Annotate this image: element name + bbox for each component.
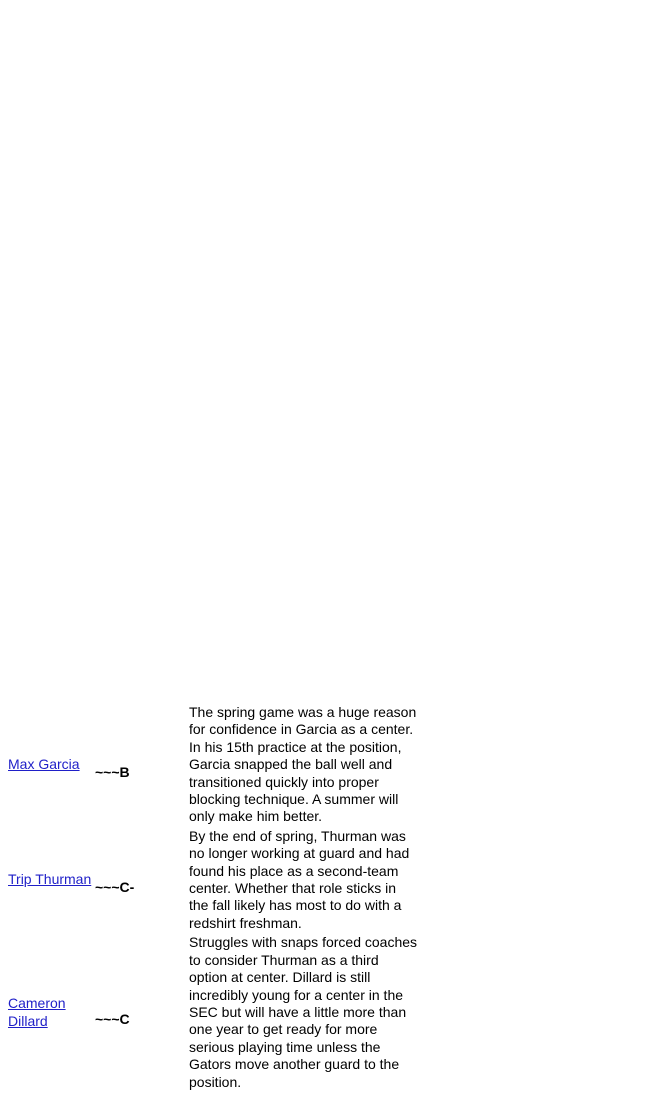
player-link-max-garcia[interactable]: Max Garcia <box>8 756 80 773</box>
grade-cell <box>95 934 186 1091</box>
position-grades-table <box>5 702 420 1093</box>
player-description: The spring game was a huge reason for confidence in Garcia as a center. In his 15th practice at the position, Garcia snapped the ball well and transitioned quickly into proper blocking technique. A summer will only make him better. <box>189 704 417 825</box>
player-name-cell <box>8 828 92 932</box>
grade-prefix: ~~~ <box>95 1011 120 1028</box>
grade-value: C <box>119 1011 130 1028</box>
table-row <box>8 828 417 932</box>
player-link-trip-thurman[interactable]: Trip Thurman <box>8 871 92 888</box>
grade-value: B <box>119 763 130 780</box>
grade-prefix: ~~~ <box>95 878 120 895</box>
player-name-cell <box>8 704 92 826</box>
player-description: By the end of spring, Thurman was no longer working at guard and had found his place as a second-team center. Whether that role sticks in the fall likely has most to do with a redshirt freshman. <box>189 827 410 931</box>
player-description: Struggles with snaps forced coaches to consider Thurman as a third option at center. Dillard is still incredibly young for a center in the SEC but will have a little more than one year to get ready for more serious playing time unless the Gators move another guard to the position. <box>189 934 418 1090</box>
player-link-cameron-dillard[interactable]: Cameron Dillard <box>8 995 66 1029</box>
grade-prefix: ~~~ <box>95 763 120 780</box>
player-name-cell <box>8 934 92 1091</box>
grade-cell <box>95 828 186 932</box>
grade-value: C- <box>119 878 135 895</box>
table-row <box>8 704 417 826</box>
table-row <box>8 934 417 1091</box>
grade-cell <box>95 704 186 826</box>
